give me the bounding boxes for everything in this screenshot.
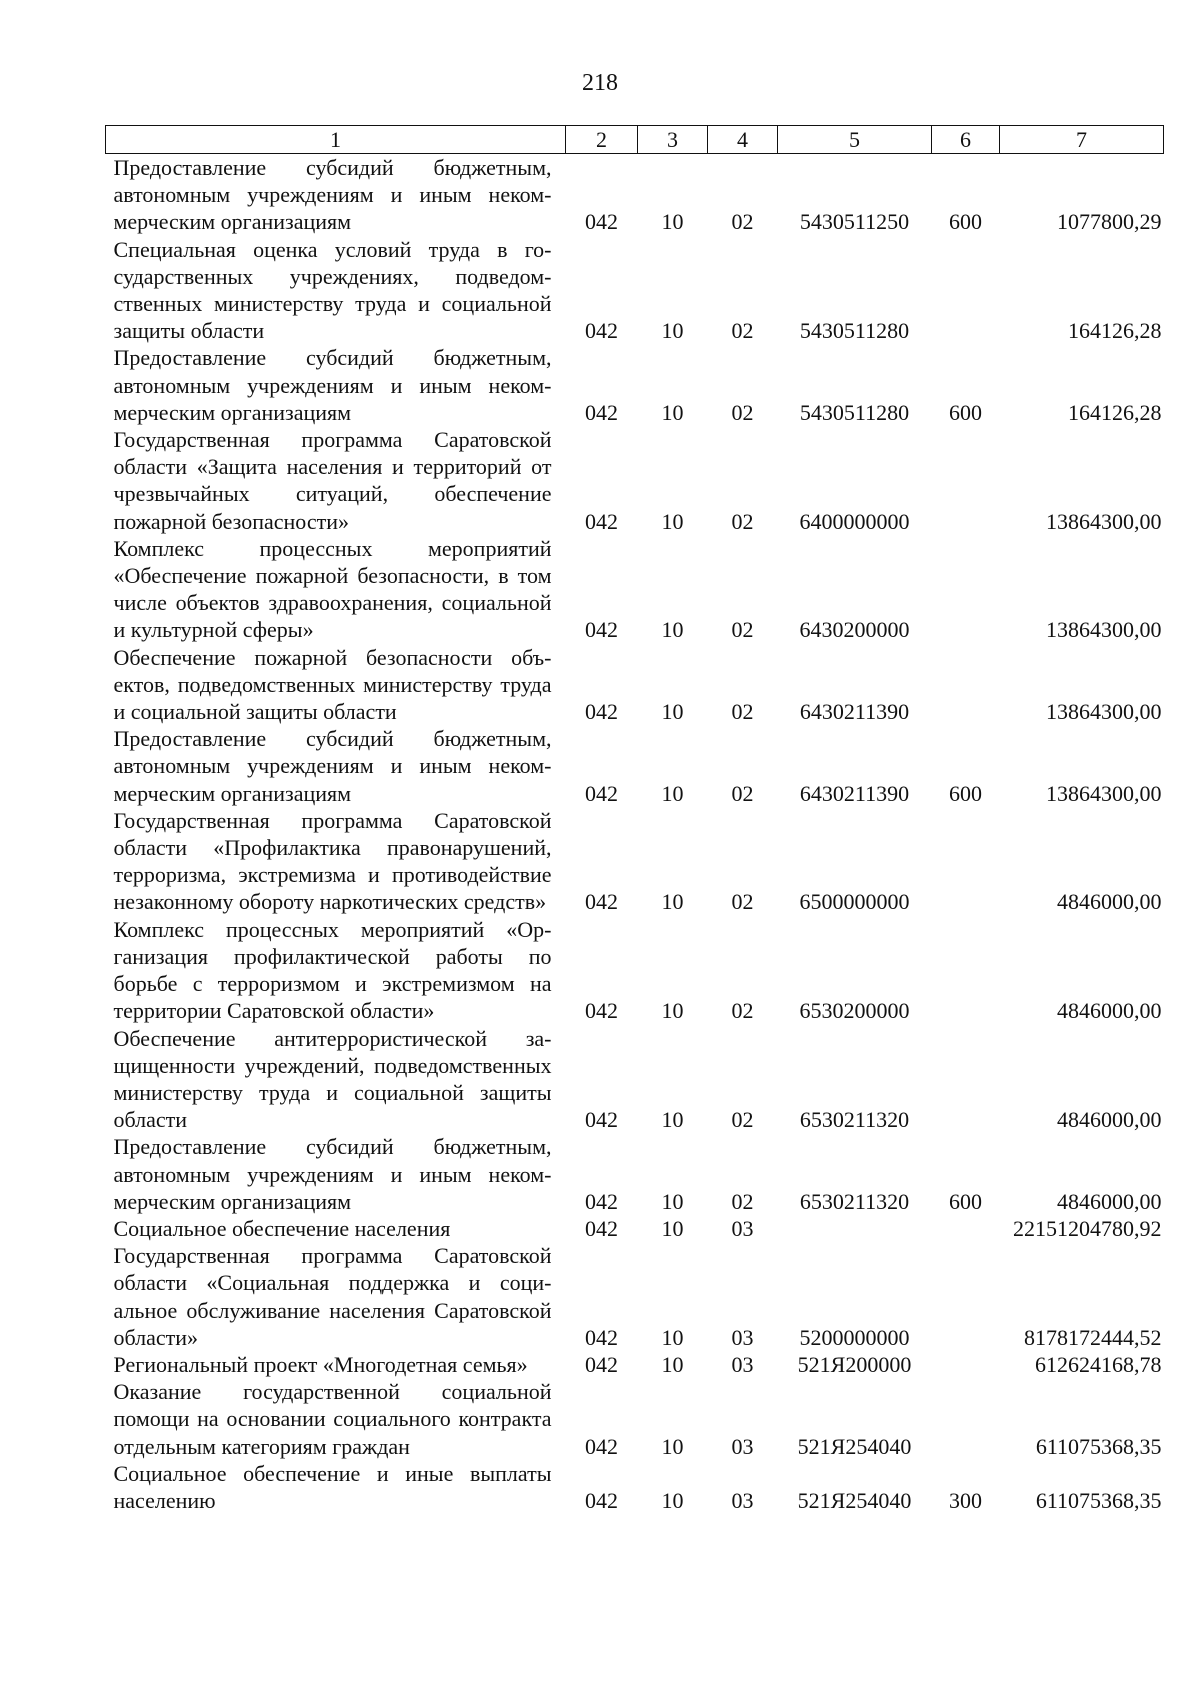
subsection-code: 02 — [731, 1188, 754, 1214]
amount-value: 611075368,35 — [1035, 1487, 1162, 1513]
target-article-code — [778, 1215, 932, 1242]
row-name: Государственная программа Саратовской области «Социальная поддержка и социальное обслуживание населения Саратовской области» — [113, 1243, 552, 1350]
section-code: 10 — [661, 508, 684, 534]
section-code: 10 — [661, 1107, 684, 1133]
section-code: 10 — [661, 617, 684, 643]
amount-value: 612624168,78 — [1035, 1351, 1162, 1377]
table-row — [106, 1025, 1164, 1134]
table-header-row — [106, 126, 1164, 154]
table-row — [106, 916, 1164, 1025]
target-article-code: 6430200000 — [799, 617, 910, 643]
target-article-code: 6500000000 — [799, 889, 910, 915]
section-code: 10 — [661, 780, 684, 806]
expense-type-code: 600 — [949, 780, 982, 806]
expense-type-code — [932, 535, 1000, 644]
expense-type-code — [932, 1242, 1000, 1351]
row-name: Государственная программа Саратовской области «Профилактика правонарушений, терроризма, экстремизма и противодействие незаконному обороту наркотических средств» — [113, 807, 552, 915]
ministry-code: 042 — [585, 1351, 618, 1377]
table-row — [106, 1378, 1164, 1460]
table-row — [106, 1460, 1164, 1514]
column-header: 3 — [638, 126, 708, 154]
ministry-code: 042 — [585, 998, 618, 1024]
ministry-code: 042 — [585, 209, 618, 235]
table-row — [106, 426, 1164, 535]
ministry-code: 042 — [585, 1215, 618, 1241]
table-body — [106, 154, 1164, 1515]
row-name: Обеспечение антитеррористической защищенности учреждений, подведомственных министерству труда и социальной защиты области — [113, 1025, 552, 1133]
subsection-code: 02 — [731, 780, 754, 806]
row-name: Предоставление субсидий бюджетным, автономным учреждениям и иным некоммерческим организациям — [113, 155, 552, 235]
target-article-code: 6430211390 — [799, 699, 910, 725]
row-name: Комплекс процессных мероприятий «Организация профилактической работы по борьбе с терроризмом и экстремизмом на территории Саратовской области» — [113, 916, 552, 1024]
amount-value: 164126,28 — [1068, 318, 1162, 344]
expense-type-code — [932, 1378, 1000, 1460]
section-code: 10 — [661, 209, 684, 235]
expense-type-code — [932, 236, 1000, 345]
section-code: 10 — [661, 318, 684, 344]
row-name: Обеспечение пожарной безопасности объектов, подведомственных министерству труда и социальной защиты области — [113, 644, 552, 725]
subsection-code: 02 — [731, 318, 754, 344]
subsection-code: 03 — [731, 1351, 754, 1377]
expense-type-code: 600 — [949, 399, 982, 425]
amount-value: 8178172444,52 — [1024, 1324, 1162, 1350]
section-code: 10 — [661, 1188, 684, 1214]
column-header: 6 — [932, 126, 1000, 154]
row-name: Государственная программа Саратовской области «Защита населения и территорий от чрезвычайных ситуаций, обеспечение пожарной безопасности» — [113, 427, 552, 534]
budget-table — [105, 125, 1164, 1514]
subsection-code: 02 — [731, 699, 754, 725]
ministry-code: 042 — [585, 699, 618, 725]
expense-type-code: 600 — [949, 1188, 982, 1214]
section-code: 10 — [661, 1215, 684, 1241]
page-number: 218 — [582, 70, 618, 96]
amount-value: 13864300,00 — [1046, 780, 1162, 806]
target-article-code: 521Я200000 — [797, 1351, 912, 1377]
subsection-code: 02 — [731, 399, 754, 425]
amount-value: 4846000,00 — [1057, 1188, 1162, 1214]
target-article-code: 5430511280 — [799, 399, 910, 425]
expense-type-code — [932, 916, 1000, 1025]
table-row — [106, 1351, 1164, 1378]
table-row — [106, 236, 1164, 345]
expense-type-code — [932, 807, 1000, 916]
target-article-code: 5200000000 — [799, 1324, 910, 1350]
amount-value: 22151204780,92 — [1013, 1215, 1162, 1241]
target-article-code: 6530211320 — [799, 1107, 910, 1133]
ministry-code: 042 — [585, 1324, 618, 1350]
row-name: Социальное обеспечение и иные выплаты населению — [113, 1460, 552, 1513]
column-header: 4 — [708, 126, 778, 154]
target-article-code: 521Я254040 — [797, 1487, 912, 1513]
ministry-code: 042 — [585, 1487, 618, 1513]
table-row — [106, 644, 1164, 726]
amount-value: 4846000,00 — [1057, 889, 1162, 915]
section-code: 10 — [661, 1487, 684, 1513]
ministry-code: 042 — [585, 1107, 618, 1133]
column-header: 5 — [778, 126, 932, 154]
target-article-code: 5430511250 — [799, 209, 910, 235]
subsection-code: 02 — [731, 1107, 754, 1133]
amount-value: 1077800,29 — [1057, 209, 1162, 235]
expense-type-code — [932, 1025, 1000, 1134]
target-article-code: 6530200000 — [799, 998, 910, 1024]
row-name: Предоставление субсидий бюджетным, автономным учреждениям и иным некоммерческим организациям — [113, 1134, 552, 1214]
ministry-code: 042 — [585, 399, 618, 425]
expense-type-code: 300 — [949, 1487, 982, 1513]
amount-value: 13864300,00 — [1046, 699, 1162, 725]
table-row — [106, 725, 1164, 807]
row-name: Предоставление субсидий бюджетным, автономным учреждениям и иным некоммерческим организациям — [113, 726, 552, 806]
table-row — [106, 154, 1164, 236]
expense-type-code — [932, 1215, 1000, 1242]
row-name: Предоставление субсидий бюджетным, автономным учреждениям и иным некоммерческим организациям — [113, 345, 552, 425]
amount-value: 4846000,00 — [1057, 998, 1162, 1024]
amount-value: 4846000,00 — [1057, 1107, 1162, 1133]
expense-type-code — [932, 644, 1000, 726]
row-name: Социальное обеспечение населения — [113, 1215, 451, 1241]
row-name: Специальная оценка условий труда в государственных учреждениях, подведомственных министерству труда и социальной защиты области — [113, 236, 552, 344]
section-code: 10 — [661, 1324, 684, 1350]
target-article-code: 5430511280 — [799, 318, 910, 344]
subsection-code: 03 — [731, 1487, 754, 1513]
subsection-code: 03 — [731, 1324, 754, 1350]
column-header: 2 — [566, 126, 638, 154]
table-row — [106, 1215, 1164, 1242]
subsection-code: 02 — [731, 508, 754, 534]
target-article-code: 6400000000 — [799, 508, 910, 534]
table-row — [106, 1133, 1164, 1215]
table-row — [106, 1242, 1164, 1351]
expense-type-code: 600 — [949, 209, 982, 235]
ministry-code: 042 — [585, 617, 618, 643]
target-article-code: 521Я254040 — [797, 1433, 912, 1459]
subsection-code: 03 — [731, 1215, 754, 1241]
section-code: 10 — [661, 1433, 684, 1459]
subsection-code: 02 — [731, 998, 754, 1024]
target-article-code: 6430211390 — [799, 780, 910, 806]
ministry-code: 042 — [585, 318, 618, 344]
table-row — [106, 344, 1164, 426]
amount-value: 13864300,00 — [1046, 617, 1162, 643]
expense-type-code — [932, 1351, 1000, 1378]
table-row — [106, 807, 1164, 916]
table-row — [106, 535, 1164, 644]
ministry-code: 042 — [585, 508, 618, 534]
ministry-code: 042 — [585, 780, 618, 806]
subsection-code: 02 — [731, 889, 754, 915]
expense-type-code — [932, 426, 1000, 535]
subsection-code: 02 — [731, 209, 754, 235]
amount-value: 13864300,00 — [1046, 508, 1162, 534]
amount-value: 611075368,35 — [1035, 1433, 1162, 1459]
row-name: Региональный проект «Многодетная семья» — [113, 1351, 528, 1377]
ministry-code: 042 — [585, 1188, 618, 1214]
section-code: 10 — [661, 889, 684, 915]
target-article-code: 6530211320 — [799, 1188, 910, 1214]
subsection-code: 03 — [731, 1433, 754, 1459]
ministry-code: 042 — [585, 1433, 618, 1459]
section-code: 10 — [661, 399, 684, 425]
ministry-code: 042 — [585, 889, 618, 915]
column-header: 7 — [1000, 126, 1164, 154]
section-code: 10 — [661, 699, 684, 725]
subsection-code: 02 — [731, 617, 754, 643]
section-code: 10 — [661, 1351, 684, 1377]
section-code: 10 — [661, 998, 684, 1024]
column-header: 1 — [106, 126, 566, 154]
row-name: Комплекс процессных мероприятий «Обеспечение пожарной безопасности, в том числе объектов здравоохранения, социальной и культурной сферы» — [113, 535, 552, 643]
row-name: Оказание государственной социальной помощи на основании социального контракта отдельным категориям граждан — [113, 1379, 552, 1459]
amount-value: 164126,28 — [1068, 399, 1162, 425]
